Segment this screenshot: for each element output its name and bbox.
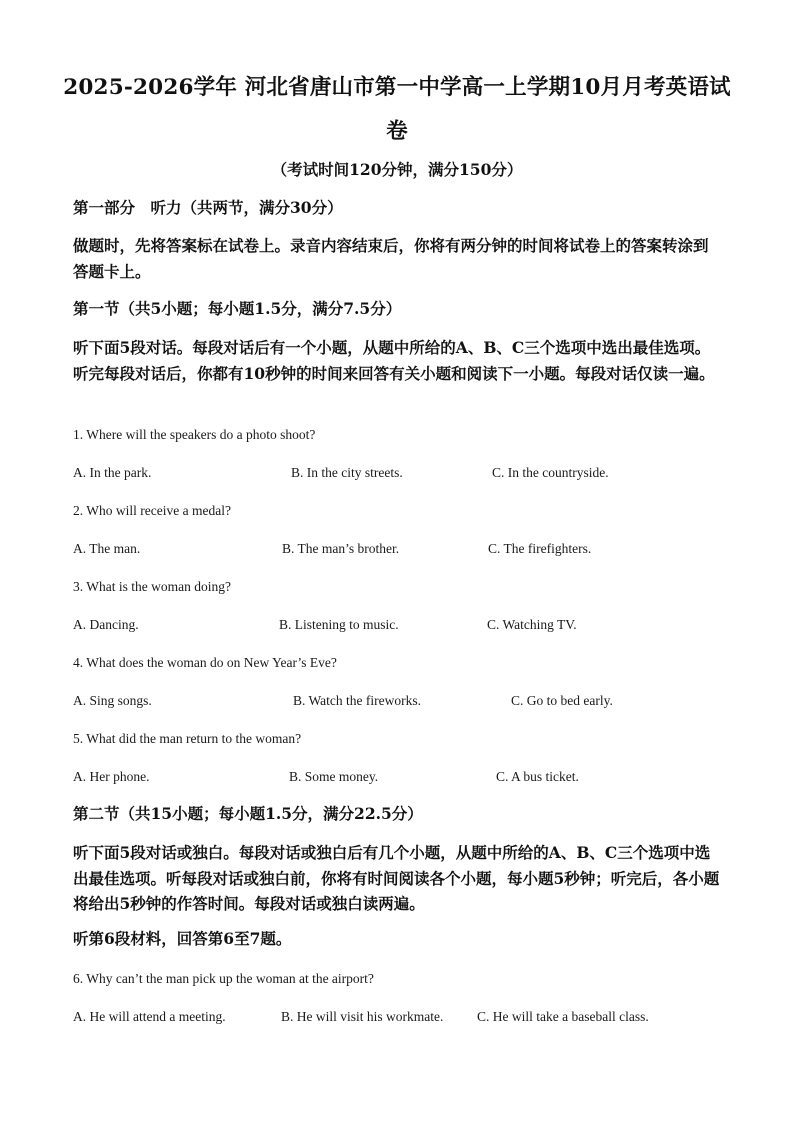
q6-option-b: B. He will visit his workmate. xyxy=(281,1009,444,1024)
section2-heading: 第二节（共15小题；每小题1.5分，满分22.5分） xyxy=(73,804,423,823)
q5-option-a: A. Her phone. xyxy=(73,769,150,784)
q2-option-c: C. The firefighters. xyxy=(488,541,592,556)
question-1: 1. Where will the speakers do a photo shoot? xyxy=(73,427,316,442)
q2-option-a: A. The man. xyxy=(73,541,141,556)
part1-instructions: 做题时，先将答案标在试卷上。录音内容结束后，你将有两分钟的时间将试卷上的答案转涂到答题卡上。 xyxy=(73,236,709,281)
material-note: 听第6段材料，回答第6至7题。 xyxy=(73,929,292,948)
question-4: 4. What does the woman do on New Year’s Eve? xyxy=(73,655,337,670)
page-title: 2025-2026学年 河北省唐山市第一中学高一上学期10月月考英语试卷 xyxy=(63,75,731,144)
q3-option-a: A. Dancing. xyxy=(73,617,139,632)
q2-option-b: B. The man’s brother. xyxy=(282,541,400,556)
q3-option-b: B. Listening to music. xyxy=(279,617,399,632)
exam-info: （考试时间120分钟，满分150分） xyxy=(271,160,523,179)
q1-option-a: A. In the park. xyxy=(73,465,152,480)
section2-instructions: 听下面5段对话或独白。每段对话或独白后有几个小题，从题中所给的A、B、C三个选项中选出最佳选项。听每段对话或独白前，你将有时间阅读各个小题，每小题5秒钟；听完后，各小题将给出5秒钟的作答时间。每段对话或独白读两遍。 xyxy=(73,843,720,913)
q5-option-c: C. A bus ticket. xyxy=(496,769,579,784)
q4-option-b: B. Watch the fireworks. xyxy=(293,693,422,708)
q4-option-c: C. Go to bed early. xyxy=(511,693,613,708)
q5-option-b: B. Some money. xyxy=(289,769,379,784)
question-2: 2. Who will receive a medal? xyxy=(73,503,231,518)
q6-option-c: C. He will take a baseball class. xyxy=(477,1009,649,1024)
section1-heading: 第一节（共5小题；每小题1.5分，满分7.5分） xyxy=(73,299,402,318)
q4-option-a: A. Sing songs. xyxy=(73,693,152,708)
q1-option-c: C. In the countryside. xyxy=(492,465,609,480)
q6-option-a: A. He will attend a meeting. xyxy=(73,1009,226,1024)
question-3: 3. What is the woman doing? xyxy=(73,579,231,594)
question-5: 5. What did the man return to the woman? xyxy=(73,731,302,746)
q3-option-c: C. Watching TV. xyxy=(487,617,577,632)
q1-option-b: B. In the city streets. xyxy=(291,465,403,480)
question-6: 6. Why can’t the man pick up the woman at the airport? xyxy=(73,971,374,986)
section1-instructions: 听下面5段对话。每段对话后有一个小题，从题中所给的A、B、C三个选项中选出最佳选项。听完每段对话后，你都有10秒钟的时间来回答有关小题和阅读下一小题。每段对话仅读一遍。 xyxy=(73,338,715,383)
part1-heading: 第一部分 听力（共两节，满分30分） xyxy=(73,198,343,217)
